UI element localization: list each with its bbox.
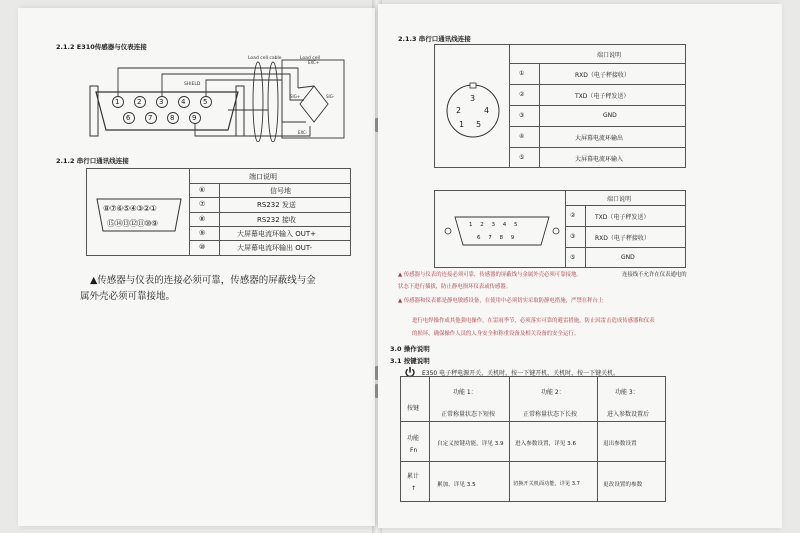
key-col-sub: 正常称量状态下长按 <box>523 411 578 418</box>
pin-label: ⑧ <box>199 215 206 223</box>
warning-text: 属外壳必须可靠接地。 <box>80 291 176 302</box>
warning-text: 进行电焊操作或其他强电操作，在雷雨季节，必须落实可靠的避雷措施，防止因雷击造成传感器和仪表 <box>412 318 655 324</box>
pin-label: ① <box>519 70 525 77</box>
key-col-header: 功能 3： <box>615 389 639 396</box>
pin-label: ② <box>519 91 525 98</box>
pin-desc: 大屏幕电流环输入 OUT+ <box>237 230 316 238</box>
key-function: 切换开关机面功能，详见 3.7 <box>513 481 580 487</box>
pin-label: ③ <box>519 112 525 119</box>
power-note: E350 电子秤电源开关，关机时，按一下键开机，关机时，按一下键关机。 <box>422 370 620 377</box>
port-description-table <box>86 168 351 256</box>
key-function: 累加，详见 3.5 <box>437 482 476 488</box>
key-function: 更改设置的参数 <box>603 482 643 488</box>
pin-label: ⑤ <box>570 254 576 261</box>
pin-number: 3 <box>159 98 164 106</box>
svg-text:SIG-: SIG- <box>326 94 335 99</box>
pin-number: 1 <box>115 98 120 106</box>
warning-text: ▲ 传感器与仪表的连接必须可靠，传感器的屏蔽线与金属外壳必须可靠接地。 <box>398 272 582 278</box>
pin-desc: 大屏幕电流环输出 <box>575 135 624 142</box>
pin-desc: RS232 发送 <box>257 201 296 209</box>
din-pin: 3 <box>470 94 476 103</box>
warning-text: 的损坏，确保操作人员的人身安全和称重设备及相关设备的安全运行。 <box>412 331 580 337</box>
key-col-sub: 正常称量状态下短按 <box>441 411 496 418</box>
pin-number: 2 <box>137 98 142 106</box>
warning-text: 连接线不允许在仪表通电的 <box>622 272 687 278</box>
key-function: 进入参数设置，详见 3.6 <box>515 441 577 447</box>
section-title-sensor-connection: 2.1.2 E310传感器与仪表连接 <box>56 43 147 51</box>
svg-text:Load cell: Load cell <box>300 56 320 61</box>
svg-text:SIG+: SIG+ <box>290 94 301 99</box>
pin-label: ⑤ <box>519 154 525 161</box>
pin-label: ⑨ <box>199 229 206 237</box>
din-table-header: 端口说明 <box>597 52 622 59</box>
pin-number: 8 <box>170 114 175 122</box>
key-name: 功能 <box>407 435 420 442</box>
pin-label: ⑦ <box>199 200 206 208</box>
pin-desc: 信号地 <box>270 187 291 195</box>
key-name: ↑ <box>411 485 417 492</box>
section-title-keys: 3.1 按键说明 <box>390 357 430 365</box>
pin-number: 6 <box>126 114 131 122</box>
pin-number: 5 <box>203 98 208 106</box>
key-col-header: 功能 2： <box>541 389 565 396</box>
pin-number: 7 <box>148 114 153 122</box>
warning-text: ▲传感器与仪表的连接必须可靠，传感器的屏蔽线与金 <box>90 275 316 286</box>
key-function-table <box>400 376 666 502</box>
pin-number: 9 <box>192 114 197 122</box>
warning-text: 状态下进行插拔，防止静电损坏仪表或传感器。 <box>398 284 512 290</box>
pin-desc: RXD（电子秤接收） <box>595 235 650 242</box>
pin-label: ② <box>570 212 576 219</box>
key-col-header: 按键 <box>407 405 420 412</box>
db9-pins-top: 1 2 3 4 5 <box>469 222 518 228</box>
key-name: Fn <box>410 447 418 454</box>
right-page <box>378 4 782 528</box>
din-connector-drawing <box>443 81 503 141</box>
din-pin: 1 <box>459 120 465 129</box>
pin-desc: 大屏幕电流环输入 <box>575 156 624 163</box>
left-page <box>18 8 375 526</box>
pin-desc: TXD（电子秤发送） <box>575 93 630 100</box>
db9-pins-bottom: 6 7 8 9 <box>477 235 515 241</box>
din-pin: 2 <box>456 106 462 115</box>
db15-pins-bottom: ⑮⑭⑬⑫⑪⑩⑨ <box>107 219 158 228</box>
svg-text:EXC-: EXC- <box>298 130 308 135</box>
key-function: 自定义按键功能，详见 3.9 <box>437 441 504 447</box>
pin-desc: RXD（电子秤接收） <box>575 72 630 79</box>
section-title-serial-connection: 2.1.3 串行口通讯线连接 <box>398 35 471 43</box>
pin-desc: GND <box>603 112 617 119</box>
key-name: 累计 <box>407 473 420 480</box>
din-pin: 4 <box>484 106 490 115</box>
pin-label: ③ <box>570 233 576 240</box>
svg-text:EXC+: EXC+ <box>308 60 320 65</box>
pin-desc: RS232 接收 <box>257 216 296 224</box>
port-table-header: 端口说明 <box>249 173 277 181</box>
pin-number: 4 <box>181 98 186 106</box>
db9-port-table <box>434 190 686 268</box>
pin-label: ⑩ <box>199 243 206 251</box>
svg-text:Load cell cable: Load cell cable <box>248 56 282 61</box>
pin-desc: GND <box>621 254 635 261</box>
din-pin: 5 <box>476 120 482 129</box>
section-title-operation: 3.0 操作说明 <box>390 345 430 353</box>
warning-text: ▲ 传感器和仪表都是静电敏感设备，在使用中必须切实采取防静电措施，严禁在秤台上 <box>398 298 604 304</box>
pin-label: ⑥ <box>199 186 206 194</box>
db9-connector-drawing <box>443 211 561 251</box>
db9-table-header: 端口说明 <box>607 196 632 203</box>
key-col-sub: 进入参数设置后 <box>607 411 650 418</box>
din-port-table <box>434 44 686 168</box>
pin-label: ④ <box>519 133 525 140</box>
key-function: 退出参数设置 <box>603 441 637 447</box>
db15-connector-drawing <box>93 195 185 235</box>
sensor-wiring-diagram <box>78 52 348 142</box>
svg-text:SHIELD: SHIELD <box>184 82 201 87</box>
db15-pins-top: ⑧⑦⑥⑤④③②① <box>103 204 157 213</box>
section-title-serial-connection: 2.1.2 串行口通讯线连接 <box>56 157 129 165</box>
pin-desc: 大屏幕电流环输出 OUT- <box>237 244 313 252</box>
key-col-header: 功能 1： <box>453 389 477 396</box>
pin-desc: TXD（电子秤发送） <box>595 214 650 221</box>
